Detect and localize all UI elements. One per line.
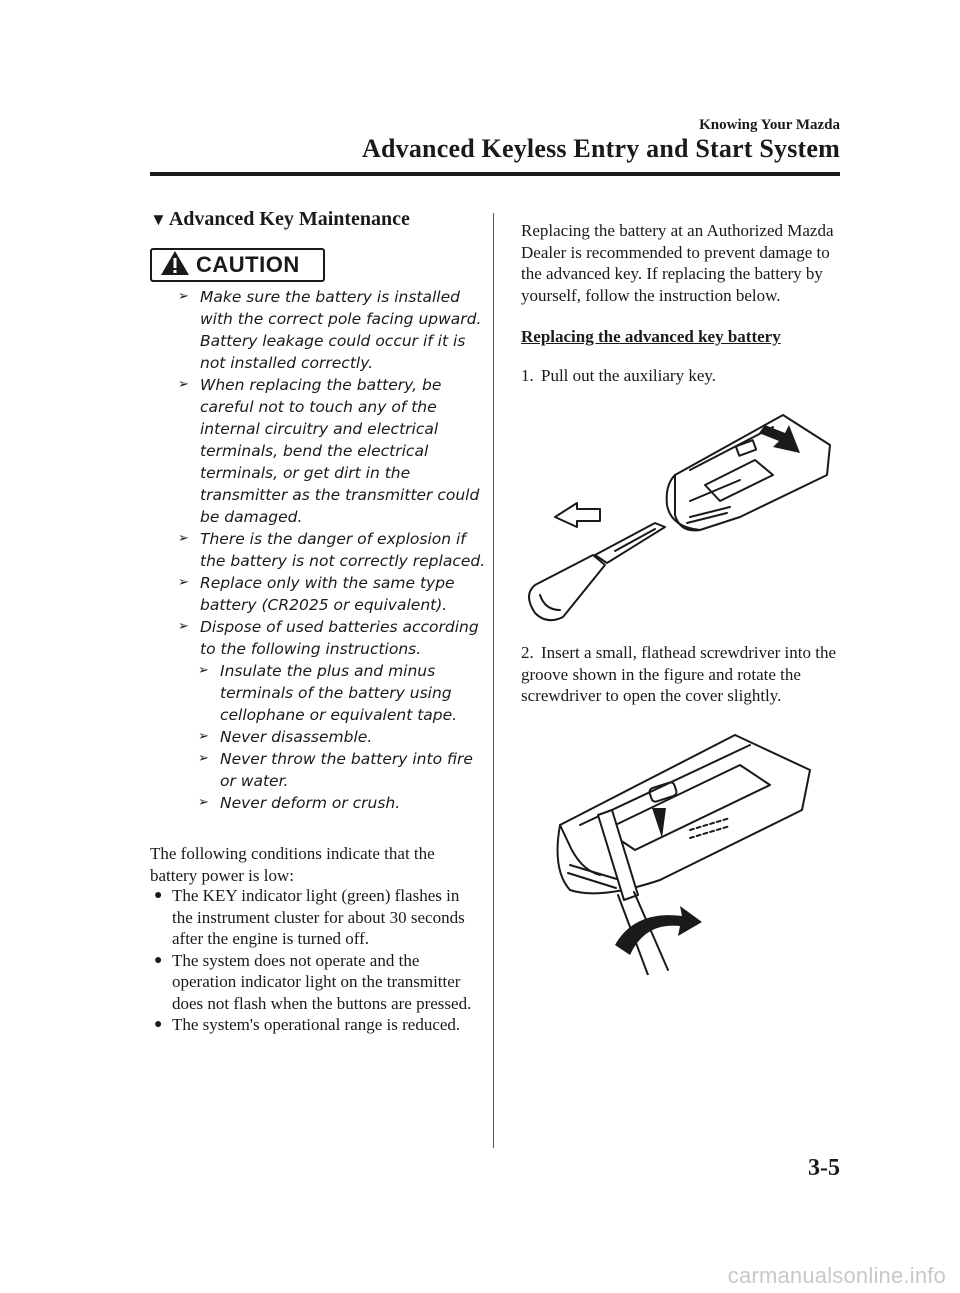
arrow-bullet-icon: ➢: [198, 663, 209, 678]
page-title: Advanced Keyless Entry and Start System: [362, 134, 840, 163]
page-number: 3-5: [808, 1155, 840, 1181]
caution-label: CAUTION: [196, 252, 300, 277]
bullet-dot-icon: ●: [154, 1017, 163, 1032]
caution-item-text: Dispose of used batteries according to the following instructions.: [200, 618, 479, 658]
caution-list: [178, 286, 488, 814]
arrow-bullet-icon: ➢: [198, 751, 209, 766]
list-item-text: The system does not operate and the operation indicator light on the transmitter does not flash when the buttons are pressed.: [172, 950, 472, 1013]
open-cover-figure: [540, 730, 815, 975]
caution-item: [178, 528, 488, 572]
arrow-bullet-icon: ➢: [178, 531, 189, 546]
bullet-dot-icon: ●: [154, 888, 163, 903]
caution-item: [178, 374, 488, 528]
list-item: [152, 950, 482, 1015]
caution-subitem: [178, 792, 488, 814]
step-text: Pull out the auxiliary key.: [541, 366, 717, 385]
arrow-bullet-icon: ➢: [178, 289, 189, 304]
caution-subitem-text: Never deform or crush.: [220, 794, 401, 812]
bullet-dot-icon: ●: [154, 952, 163, 968]
arrow-bullet-icon: ➢: [178, 619, 189, 634]
caution-item: [178, 616, 488, 660]
header-rule: [150, 172, 840, 176]
low-battery-list: [152, 885, 482, 1036]
arrow-bullet-icon: ➢: [178, 575, 189, 590]
arrow-bullet-icon: ➢: [178, 377, 189, 392]
watermark: carmanualsonline.info: [727, 1263, 946, 1288]
arrow-bullet-icon: ➢: [198, 729, 209, 744]
caution-subitem: [178, 726, 488, 748]
list-item-text: The KEY indicator light (green) flashes in the instrument cluster for about 30 seconds after the engine is turned off.: [172, 886, 465, 948]
step-text: Insert a small, flathead screwdriver into the groove shown in the figure and rotate the screwdriver to open the cover slightly.: [521, 643, 837, 705]
caution-subitem: [178, 660, 488, 726]
caution-item-text: When replacing the battery, be careful not to touch any of the internal circuitry and electrical terminals, bend the electrical terminals, or get dirt in the transmitter as the transmitter could be damaged.: [200, 376, 480, 526]
warning-triangle-icon: [160, 250, 190, 281]
step-1: [521, 365, 841, 387]
caution-item-text: Replace only with the same type battery (CR2025 or equivalent).: [200, 574, 455, 614]
caution-item-text: There is the danger of explosion if the battery is not correctly replaced.: [200, 530, 486, 570]
caution-item-text: Make sure the battery is installed with the correct pole facing upward. Battery leakage could occur if it is not installed correctly.: [200, 288, 482, 372]
caution-box: [150, 248, 325, 282]
section-marker: ▼: [150, 210, 167, 229]
list-item-text: The system's operational range is reduced.: [172, 1015, 461, 1034]
caution-item: [178, 286, 488, 374]
pull-out-key-figure: [515, 405, 835, 630]
arrow-bullet-icon: ➢: [198, 795, 209, 810]
list-item: [152, 885, 482, 950]
caution-subitem-text: Insulate the plus and minus terminals of the battery using cellophane or equivalent tape.: [220, 662, 458, 724]
list-item: [152, 1014, 482, 1036]
step-number: 2.: [521, 643, 534, 662]
caution-item: [178, 572, 488, 616]
section-heading: [150, 208, 410, 231]
procedure-heading: Replacing the advanced key battery: [521, 327, 781, 346]
chapter-label: Knowing Your Mazda: [699, 117, 840, 133]
column-divider: [493, 213, 494, 1148]
caution-subitem: [178, 748, 488, 792]
low-battery-intro: The following conditions indicate that the battery power is low:: [150, 844, 435, 885]
step-2: [521, 642, 841, 707]
step-number: 1.: [521, 366, 534, 385]
caution-subitem-text: Never disassemble.: [220, 728, 373, 746]
section-heading-text: Advanced Key Maintenance: [168, 208, 410, 230]
caution-subitem-text: Never throw the battery into fire or water.: [220, 750, 473, 790]
dealer-recommendation: Replacing the battery at an Authorized Mazda Dealer is recommended to prevent damage to the advanced key. If replacing the battery by yourself, follow the instruction below.: [521, 221, 834, 305]
